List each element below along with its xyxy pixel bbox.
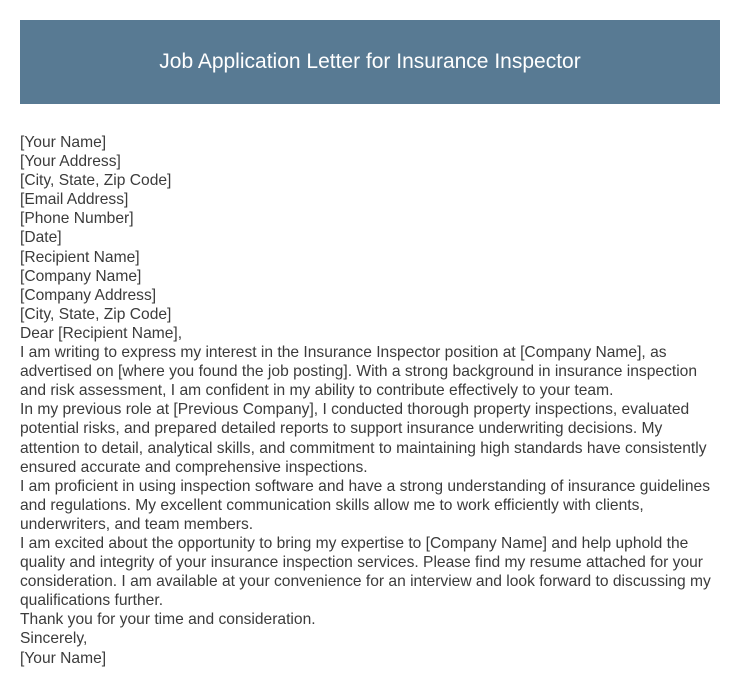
- sender-email: [Email Address]: [20, 191, 129, 209]
- sender-address: [Your Address]: [20, 153, 121, 171]
- paragraph-intro: I am writing to express my interest in the Insurance Inspector position at [Company Name], as advertised on [where you found the job posting]. With a strong background in insurance inspection and risk assessment, I am confident in my ability to contribute effectively to your team.: [20, 344, 698, 400]
- recipient-city-state-zip: [City, State, Zip Code]: [20, 305, 172, 323]
- paragraph-thanks: Thank you for your time and consideration.: [20, 611, 316, 629]
- paragraph-skills: I am proficient in using inspection software and have a strong understanding of insurance guidelines and regulations. My excellent communication skills allow me to work efficiently with clients, underwriters, and team members.: [20, 477, 711, 533]
- paragraph-experience: In my previous role at [Previous Company], I conducted thorough property inspections, evaluated potential risks, and prepared detailed reports to support insurance underwriting decisions. My attention to detail, analytical skills, and commitment to maintaining high standards have consistently ensured accurate and comprehensive inspections.: [20, 401, 707, 476]
- paragraph-closing-pitch: I am excited about the opportunity to bring my expertise to [Company Name] and help uphold the quality and integrity of your insurance inspection services. Please find my resume attached for your consideration. I am available at your convenience for an interview and look forward to discussing my qualifications further.: [20, 534, 711, 610]
- page-title: Job Application Letter for Insurance Inspector: [159, 50, 581, 73]
- sender-phone: [Phone Number]: [20, 210, 134, 228]
- letter-body: [20, 133, 725, 668]
- recipient-company: [Company Name]: [20, 267, 142, 285]
- sender-name: [Your Name]: [20, 134, 107, 151]
- closing: Sincerely,: [20, 630, 88, 648]
- sender-city-state-zip: [City, State, Zip Code]: [20, 172, 172, 190]
- recipient-address: [Company Address]: [20, 286, 157, 304]
- recipient-name: [Recipient Name]: [20, 248, 140, 266]
- title-banner: [20, 20, 720, 104]
- signature: [Your Name]: [20, 649, 107, 667]
- letter-date: [Date]: [20, 229, 62, 247]
- salutation: Dear [Recipient Name],: [20, 324, 183, 342]
